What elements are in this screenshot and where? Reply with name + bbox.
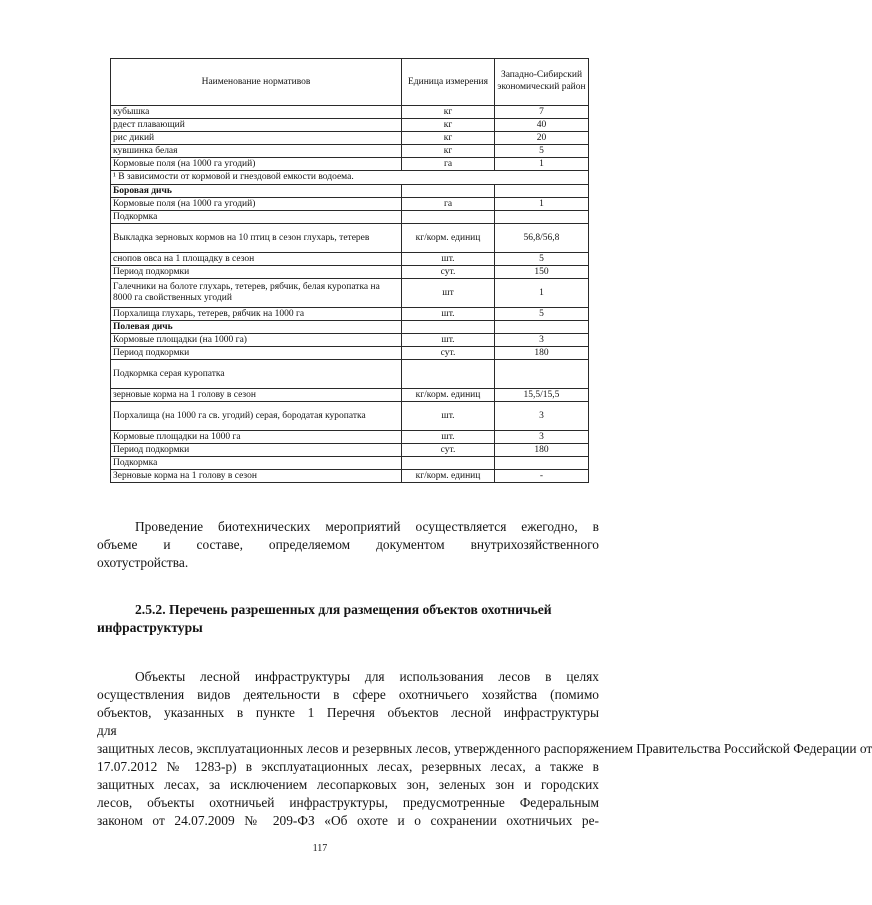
paragraph-infrastructure xyxy=(97,668,872,830)
table-cell-value: 5 xyxy=(495,308,589,321)
table-row xyxy=(111,334,589,347)
table-cell-value: 1 xyxy=(495,198,589,211)
table-cell-unit: кг xyxy=(402,106,495,119)
paragraph2-line: лесов, объекты охотничьей инфраструктуры, предусмотренные Федеральным xyxy=(97,795,599,810)
table-row xyxy=(111,444,589,457)
table-row xyxy=(111,470,589,483)
table-cell-name: кувшинка белая xyxy=(111,145,402,158)
table-cell-unit: кг/корм. единиц xyxy=(402,224,495,253)
table-row xyxy=(111,431,589,444)
norms-table xyxy=(110,58,589,483)
table-cell-unit: шт. xyxy=(402,308,495,321)
table-cell-value: 7 xyxy=(495,106,589,119)
table-row xyxy=(111,457,589,470)
table-cell-name: Подкормка серая куропатка xyxy=(111,360,402,389)
table-cell-unit: шт. xyxy=(402,253,495,266)
table-cell-name: кубышка xyxy=(111,106,402,119)
table-cell-name: Период подкормки xyxy=(111,347,402,360)
table-row xyxy=(111,308,589,321)
table-row xyxy=(111,360,589,389)
table-cell-value: 1 xyxy=(495,158,589,171)
table-cell-name: Галечники на болоте глухарь, тетерев, рябчик, белая куропатка на 8000 га свойственных угодий xyxy=(111,279,402,308)
table-cell-value: - xyxy=(495,470,589,483)
table-row xyxy=(111,106,589,119)
paragraph1-line: Проведение биотехнических мероприятий осуществляется ежегодно, в xyxy=(135,519,599,534)
table-cell-value xyxy=(495,321,589,334)
table-cell-unit xyxy=(402,211,495,224)
table-row xyxy=(111,224,589,253)
table-row xyxy=(111,389,589,402)
table-cell-name: Подкормка xyxy=(111,457,402,470)
heading-line: инфраструктуры xyxy=(97,620,203,635)
table-row xyxy=(111,145,589,158)
table-row xyxy=(111,185,589,198)
table-cell-value: 40 xyxy=(495,119,589,132)
table-cell-unit: кг/корм. единиц xyxy=(402,470,495,483)
table-cell-unit xyxy=(402,457,495,470)
table-cell-name: Зерновые корма на 1 голову в сезон xyxy=(111,470,402,483)
table-cell-name: Кормовые площадки на 1000 га xyxy=(111,431,402,444)
section-heading xyxy=(97,601,599,637)
table-cell-value: 180 xyxy=(495,347,589,360)
table-cell-value: 20 xyxy=(495,132,589,145)
table-cell-name: Кормовые площадки (на 1000 га) xyxy=(111,334,402,347)
table-cell-name: снопов овса на 1 площадку в сезон xyxy=(111,253,402,266)
paragraph2-line: осуществления видов деятельности в сфере охотничьего хозяйства (помимо xyxy=(97,687,599,702)
table-cell-name: рис дикий xyxy=(111,132,402,145)
paragraph2-line: защитных лесов, эксплуатационных лесов и резервных лесов, утвержденного распоряжением Правительства Российской Федерации от xyxy=(97,741,872,756)
paragraph1-line: охотустройства. xyxy=(97,555,189,570)
paragraph2-line: законом от 24.07.2009 № 209-ФЗ «Об охоте и о сохранении охотничьих ре- xyxy=(97,813,599,828)
table-cell-value xyxy=(495,211,589,224)
header-name: Наименование нормативов xyxy=(111,59,402,106)
table-cell-value: 5 xyxy=(495,145,589,158)
table-section-title: Полевая дичь xyxy=(111,321,402,334)
table-cell-name: Кормовые поля (на 1000 га угодий) xyxy=(111,198,402,211)
table-row xyxy=(111,279,589,308)
table-cell-value: 5 xyxy=(495,253,589,266)
table-cell-unit: сут. xyxy=(402,347,495,360)
table-cell-value: 3 xyxy=(495,334,589,347)
heading-line: 2.5.2. Перечень разрешенных для размещения объектов охотничьей xyxy=(135,602,552,617)
table-row xyxy=(111,119,589,132)
table-cell-unit: га xyxy=(402,158,495,171)
paragraph-biotechnical xyxy=(97,518,599,572)
table-row xyxy=(111,347,589,360)
table-cell-name: Подкормка xyxy=(111,211,402,224)
paragraph2-line: 17.07.2012 № 1283-р) в эксплуатационных лесах, резервных лесах, а также в xyxy=(97,759,599,774)
table-header-row xyxy=(111,59,589,106)
paragraph1-line: объеме и составе, определяемом документом внутрихозяйственного xyxy=(97,537,599,552)
table-cell-unit: сут. xyxy=(402,444,495,457)
norms-table-body xyxy=(111,59,589,483)
table-section-title: Боровая дичь xyxy=(111,185,402,198)
table-row xyxy=(111,198,589,211)
table-cell-name: Порхалища глухарь, тетерев, рябчик на 1000 га xyxy=(111,308,402,321)
table-cell-unit: шт. xyxy=(402,431,495,444)
table-cell-unit xyxy=(402,360,495,389)
paragraph2-line: для xyxy=(97,723,117,738)
table-cell-value xyxy=(495,360,589,389)
table-cell-name: Период подкормки xyxy=(111,266,402,279)
table-row xyxy=(111,158,589,171)
table-cell-unit: шт. xyxy=(402,334,495,347)
table-cell-value: 1 xyxy=(495,279,589,308)
table-cell-name: Выкладка зерновых кормов на 10 птиц в сезон глухарь, тетерев xyxy=(111,224,402,253)
table-cell-unit: кг/корм. единиц xyxy=(402,389,495,402)
table-cell-value: 3 xyxy=(495,402,589,431)
table-row xyxy=(111,253,589,266)
table-cell-name: зерновые корма на 1 голову в сезон xyxy=(111,389,402,402)
table-cell-name: рдест плавающий xyxy=(111,119,402,132)
table-row xyxy=(111,171,589,185)
paragraph2-line: защитных лесах, за исключением лесопарковых зон, зеленых зон и городских xyxy=(97,777,599,792)
table-cell-value xyxy=(495,457,589,470)
table-row xyxy=(111,211,589,224)
table-cell-value: 3 xyxy=(495,431,589,444)
table-cell-unit: га xyxy=(402,198,495,211)
table-row xyxy=(111,321,589,334)
table-cell-unit xyxy=(402,185,495,198)
table-cell-value xyxy=(495,185,589,198)
header-region: Западно-Сибирский экономический район xyxy=(495,59,589,106)
table-cell-value: 15,5/15,5 xyxy=(495,389,589,402)
table-row xyxy=(111,266,589,279)
paragraph2-line: Объекты лесной инфраструктуры для использования лесов в целях xyxy=(135,669,599,684)
table-cell-unit xyxy=(402,321,495,334)
table-cell-unit: шт xyxy=(402,279,495,308)
table-cell-value: 56,8/56,8 xyxy=(495,224,589,253)
table-cell-unit: шт. xyxy=(402,402,495,431)
table-cell-unit: кг xyxy=(402,145,495,158)
table-cell-value: 180 xyxy=(495,444,589,457)
table-row xyxy=(111,132,589,145)
table-cell-name: Порхалища (на 1000 га св. угодий) серая, бородатая куропатка xyxy=(111,402,402,431)
table-cell-name: Кормовые поля (на 1000 га угодий) xyxy=(111,158,402,171)
table-row xyxy=(111,402,589,431)
table-footnote: ¹ В зависимости от кормовой и гнездовой емкости водоема. xyxy=(111,171,589,185)
table-cell-name: Период подкормки xyxy=(111,444,402,457)
paragraph2-line: объектов, указанных в пункте 1 Перечня объектов лесной инфраструктуры xyxy=(97,705,599,720)
table-cell-unit: кг xyxy=(402,119,495,132)
table-cell-value: 150 xyxy=(495,266,589,279)
page-number: 117 xyxy=(312,843,328,854)
table-cell-unit: сут. xyxy=(402,266,495,279)
header-unit: Единица измерения xyxy=(402,59,495,106)
table-cell-unit: кг xyxy=(402,132,495,145)
